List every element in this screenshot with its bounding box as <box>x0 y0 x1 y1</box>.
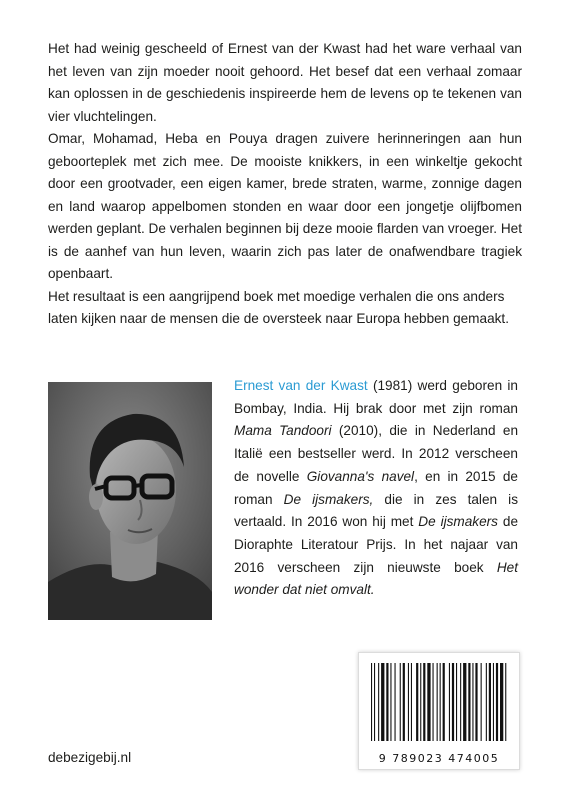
book-title-de-ijsmakers-2: De ijsmakers <box>418 514 498 530</box>
barcode-bar <box>381 663 384 741</box>
bio-text-5: de Dioraphte Literatour Prijs. In het najaar van 2016 verscheen zijn nieuwste boek <box>234 514 519 575</box>
publisher-website: debezigebij.nl <box>48 750 132 765</box>
barcode-bar <box>400 663 401 741</box>
barcode-bar <box>493 663 494 741</box>
barcode-bar <box>374 663 375 741</box>
bio-text-1: (1981) werd geboren in Bombay, India. Hij brak door met zijn roman <box>234 378 518 416</box>
barcode-bar <box>371 663 372 741</box>
barcode-bar <box>390 663 391 741</box>
barcode-bar <box>452 663 454 741</box>
barcode-bar <box>378 663 379 741</box>
author-portrait-illustration <box>48 382 212 620</box>
barcode-bar <box>460 663 461 741</box>
barcode-bar <box>437 663 438 741</box>
barcode-bar <box>423 663 425 741</box>
barcode-bar <box>475 663 477 741</box>
barcode-bar <box>416 663 418 741</box>
back-cover-blurb <box>48 38 522 331</box>
author-photo <box>48 382 212 620</box>
book-title-giovannas-navel: Giovanna's navel <box>306 468 415 484</box>
barcode-bar <box>489 663 491 741</box>
barcode-bar <box>386 663 388 741</box>
barcode-bar <box>403 663 405 741</box>
barcode-bar <box>472 663 473 741</box>
barcode-bar <box>500 663 503 741</box>
author-bio <box>234 375 518 602</box>
barcode-bar <box>468 663 470 741</box>
blurb-paragraph-3: Het resultaat is een aangrijpend boek met moedige verhalen die ons anders laten kijken naar de mensen die de oversteek naar Europa hebben gemaakt. <box>48 288 509 326</box>
bio-text-4: die in zes talen is vertaald. In 2016 won hij met <box>234 491 518 530</box>
barcode-bar <box>395 663 396 741</box>
blurb-paragraph-1: Het had weinig gescheeld of Ernest van der Kwast had het ware verhaal van het leven van zijn moeder nooit gehoord. Het besef dat een verhaal zomaar kan oplossen in de geschiedenis inspireerde hem de levens op te tekenen van vier vluchtelingen. <box>48 41 522 124</box>
author-bio-text <box>234 375 518 602</box>
barcode-bar <box>486 663 487 741</box>
isbn-barcode <box>358 652 520 770</box>
barcode-bar <box>411 663 412 741</box>
barcode-bar <box>481 663 482 741</box>
bio-text-2: (2010), die in Nederland en Italië een bestseller werd. In 2012 verscheen de novelle <box>234 423 518 484</box>
barcode-bar <box>427 663 430 741</box>
author-name: Ernest van der Kwast <box>234 378 368 393</box>
barcode-bars <box>359 653 519 751</box>
blurb-paragraph-2: Omar, Mohamad, Heba en Pouya dragen zuivere herinneringen aan hun geboorteplek met zich mee. De mooiste knikkers, in een winkeltje gekocht door een grootvader, een eigen kamer, brede straten, warme, zonnige dagen en land waarop appelbomen stonden en waar door een jongetje olijfbomen werden geplant. De verhalen beginnen bij deze mooie flarden van vroeger. Het is de aanhef van hun leven, waarin zich pas later de onafwendbare tragiek openbaart. <box>48 131 522 281</box>
barcode-bar <box>433 663 434 741</box>
book-title-mama-tandoori: Mama Tandoori <box>234 423 332 439</box>
barcode-bar <box>463 663 466 741</box>
barcode-bar <box>456 663 457 741</box>
barcode-bar <box>496 663 498 741</box>
barcode-bar <box>440 663 441 741</box>
barcode-bar <box>420 663 421 741</box>
barcode-bar <box>408 663 409 741</box>
isbn-number: 9 789023 474005 <box>378 752 500 765</box>
barcode-bar <box>449 663 450 741</box>
barcode-bar <box>443 663 445 741</box>
book-title-het-wonder: Het wonder dat niet omvalt. <box>234 559 518 598</box>
bio-text-3: , en in 2015 de roman <box>234 468 518 507</box>
book-title-de-ijsmakers: De ijsmakers, <box>283 491 374 507</box>
barcode-bar <box>505 663 506 741</box>
